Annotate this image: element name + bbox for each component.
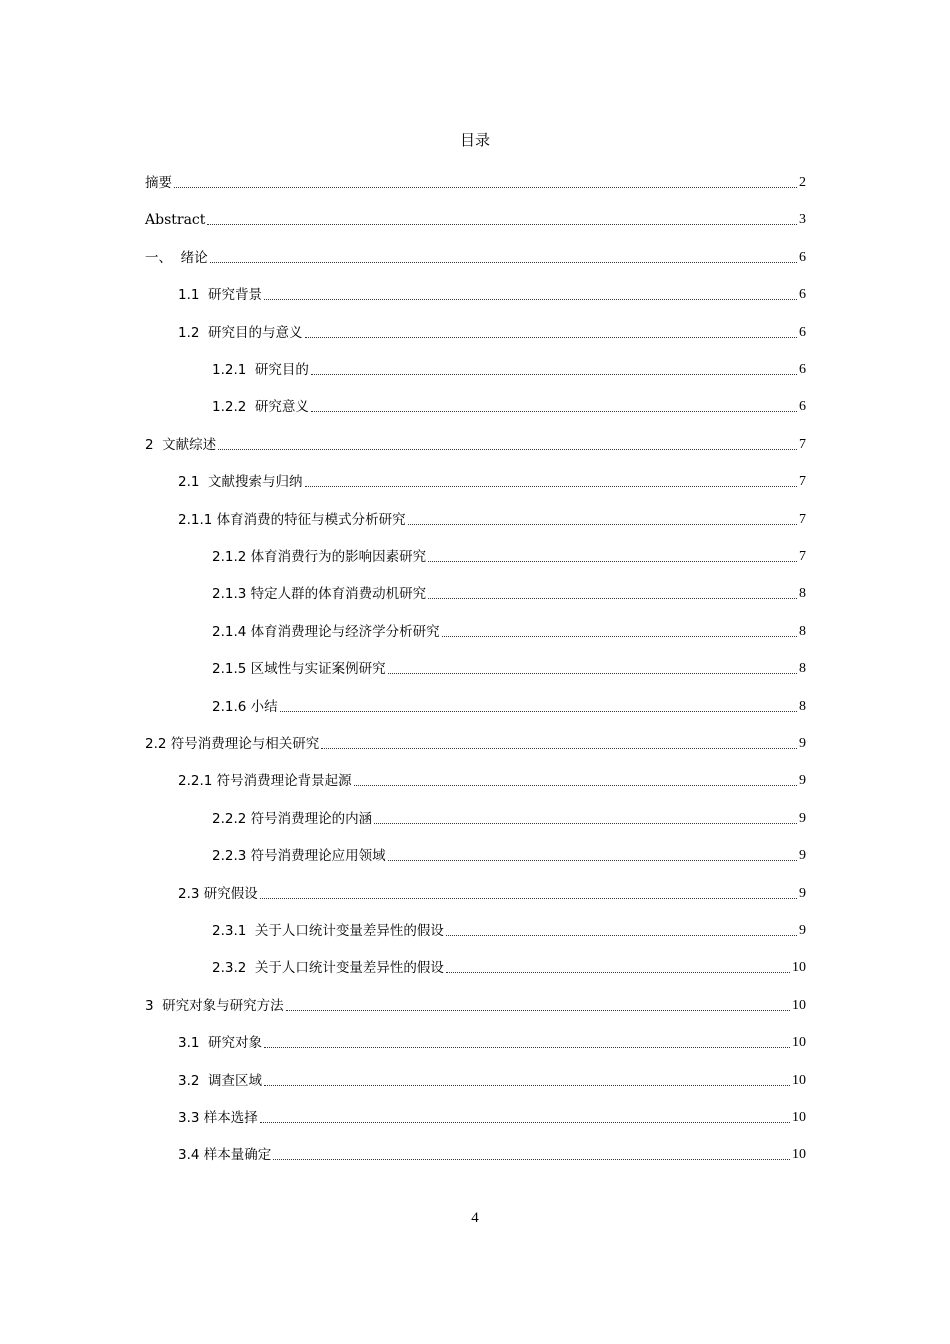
toc-entry-page: 9: [799, 848, 806, 864]
toc-entry-page: 6: [799, 324, 806, 340]
toc-entry[interactable]: [145, 995, 806, 1017]
toc-entry[interactable]: [178, 284, 806, 306]
toc-entry[interactable]: [178, 1107, 806, 1129]
toc-entry-page: 10: [792, 1072, 806, 1088]
toc-entry[interactable]: [212, 696, 806, 718]
toc-entry-page: 6: [799, 362, 806, 377]
toc-entry-label: 2.1.5 区域性与实证案例研究: [212, 661, 386, 678]
toc-entry-page: 10: [792, 960, 806, 976]
toc-entry-page: 10: [792, 1035, 806, 1051]
toc-entry-page: 7: [799, 549, 806, 564]
toc-entry-label: 2.3.1 关于人口统计变量差异性的假设: [212, 923, 444, 939]
toc-entry[interactable]: [212, 396, 806, 418]
toc-entry-label: 3 研究对象与研究方法: [145, 997, 284, 1014]
toc-entry-page: 8: [799, 586, 806, 602]
toc-entry[interactable]: [145, 209, 806, 231]
toc-entry-label: 2.3.2 关于人口统计变量差异性的假设: [212, 960, 444, 977]
toc-entry-label: 3.1 研究对象: [178, 1035, 263, 1052]
toc-dot-leader: [174, 187, 797, 188]
toc-entry[interactable]: [178, 1070, 806, 1092]
toc-dot-leader: [207, 224, 797, 225]
toc-dot-leader: [305, 337, 797, 338]
toc-entry-label: 2.1.2 体育消费行为的影响因素研究: [212, 549, 427, 565]
toc-entry[interactable]: [178, 509, 806, 531]
page-title: 目录: [459, 131, 490, 149]
toc-dot-leader: [388, 673, 797, 674]
toc-entry-page: 7: [799, 474, 806, 490]
toc-dot-leader: [388, 860, 797, 861]
toc-entry-page: 6: [799, 399, 806, 415]
toc-dot-leader: [264, 1047, 790, 1048]
toc-entry[interactable]: [212, 583, 806, 605]
toc-entry-page: 6: [799, 287, 806, 303]
toc-entry-label: 3.2 调查区域: [178, 1072, 263, 1089]
toc-dot-leader: [374, 823, 797, 824]
toc-dot-leader: [260, 898, 797, 899]
toc-entry-label: 2.2 符号消费理论与相关研究: [145, 736, 320, 752]
toc-entry-page: 9: [799, 736, 806, 751]
toc-entry[interactable]: [145, 733, 806, 755]
toc-entry-label: Abstract: [145, 212, 206, 229]
toc-dot-leader: [264, 299, 797, 300]
toc-entry-label: 一、 绪论: [145, 249, 208, 266]
toc-entry[interactable]: [212, 845, 806, 867]
toc-entry-label: 2.3 研究假设: [178, 885, 258, 902]
toc-dot-leader: [408, 524, 797, 525]
toc-entry[interactable]: [212, 621, 806, 643]
toc-entry[interactable]: [212, 808, 806, 830]
toc-entry-label: 2.2.1 符号消费理论背景起源: [178, 773, 352, 790]
toc-dot-leader: [321, 748, 797, 749]
toc-entry[interactable]: [178, 322, 806, 344]
toc-entry-label: 2.1.6 小结: [212, 698, 278, 715]
toc-dot-leader: [218, 449, 797, 450]
toc-entry-label: 1.2 研究目的与意义: [178, 324, 303, 341]
toc-entry-label: 摘要: [145, 175, 172, 191]
toc-entry-label: 3.3 样本选择: [178, 1110, 258, 1126]
toc-entry-label: 1.2.2 研究意义: [212, 399, 309, 416]
toc-dot-leader: [428, 561, 797, 562]
toc-entry[interactable]: [145, 172, 806, 194]
toc-entry-page: 10: [792, 1110, 806, 1125]
toc-entry-page: 9: [799, 923, 806, 938]
toc-entry[interactable]: [212, 920, 806, 942]
toc-entry[interactable]: [178, 1144, 806, 1166]
toc-entry[interactable]: [178, 770, 806, 792]
toc-entry-page: 9: [799, 885, 806, 901]
toc-dot-leader: [428, 598, 797, 599]
toc-entry[interactable]: [178, 471, 806, 493]
toc-dot-leader: [311, 374, 797, 375]
toc-dot-leader: [305, 486, 797, 487]
toc-entry-page: 7: [799, 511, 806, 527]
toc-entry[interactable]: [178, 1032, 806, 1054]
toc-entry[interactable]: [212, 546, 806, 568]
toc-entry[interactable]: [212, 957, 806, 979]
toc-entry-page: 2: [799, 175, 806, 190]
toc-entry-page: 8: [799, 661, 806, 677]
toc-entry-label: 2.2.2 符号消费理论的内涵: [212, 810, 373, 827]
toc-entry-page: 8: [799, 698, 806, 714]
toc-entry-label: 2.1.1 体育消费的特征与模式分析研究: [178, 511, 406, 528]
toc-entry-page: 9: [799, 810, 806, 826]
toc-entry-label: 3.4 样本量确定: [178, 1147, 272, 1164]
toc-entry-label: 1.2.1 研究目的: [212, 362, 309, 378]
toc-dot-leader: [442, 636, 797, 637]
toc-entry-label: 2 文献综述: [145, 436, 217, 453]
toc-dot-leader: [264, 1085, 790, 1086]
toc-dot-leader: [354, 785, 797, 786]
toc-entry[interactable]: [145, 247, 806, 269]
toc-entry-label: 2.2.3 符号消费理论应用领域: [212, 848, 386, 865]
toc-entry[interactable]: [212, 359, 806, 381]
toc-entry-page: 6: [799, 249, 806, 265]
toc-entry-page: 10: [792, 1147, 806, 1163]
toc-entry-page: 9: [799, 773, 806, 789]
toc-dot-leader: [311, 411, 797, 412]
toc-dot-leader: [280, 711, 797, 712]
toc-entry-page: 8: [799, 623, 806, 639]
toc-entry-page: 7: [799, 436, 806, 452]
toc-entry-label: 2.1 文献搜索与归纳: [178, 474, 303, 491]
toc-entry-page: 3: [799, 212, 806, 228]
toc-entry-page: 10: [792, 997, 806, 1013]
toc-dot-leader: [446, 972, 790, 973]
toc-dot-leader: [210, 262, 797, 263]
toc-entry-label: 2.1.3 特定人群的体育消费动机研究: [212, 586, 427, 603]
toc-entry[interactable]: [178, 883, 806, 905]
toc-dot-leader: [286, 1010, 790, 1011]
toc-dot-leader: [446, 935, 797, 936]
toc-dot-leader: [273, 1159, 790, 1160]
toc-dot-leader: [260, 1122, 790, 1123]
toc-entry-label: 1.1 研究背景: [178, 287, 263, 304]
toc-entry[interactable]: [145, 434, 806, 456]
page-number: 4: [471, 1210, 479, 1226]
toc-entry[interactable]: [212, 658, 806, 680]
toc-entry-label: 2.1.4 体育消费理论与经济学分析研究: [212, 623, 440, 640]
